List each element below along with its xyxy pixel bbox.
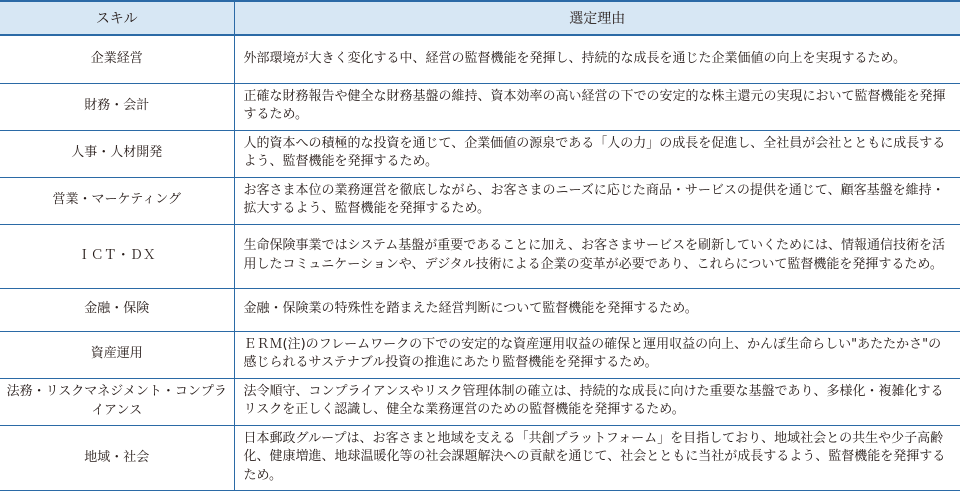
skill-cell: 地域・社会 xyxy=(0,425,234,491)
table-row xyxy=(0,288,960,331)
skill-cell: 資産運用 xyxy=(0,331,234,378)
header-row xyxy=(0,1,960,35)
table-row xyxy=(0,378,960,425)
table-row xyxy=(0,83,960,130)
skill-cell: 人事・人材開発 xyxy=(0,130,234,177)
skill-cell: 金融・保険 xyxy=(0,288,234,331)
table-row xyxy=(0,177,960,224)
skill-cell: 財務・会計 xyxy=(0,83,234,130)
skill-cell: ＩＣＴ・ＤＸ xyxy=(0,224,234,288)
table-row xyxy=(0,35,960,83)
reason-cell: 日本郵政グループは、お客さまと地域を支える「共創プラットフォーム」を目指しており、地域社会との共生や少子高齢化、健康増進、地球温暖化等の社会課題解決への貢献を通じて、社会とともに当社が成長するよう、監督機能を発揮するため。 xyxy=(234,425,960,491)
reason-cell: 正確な財務報告や健全な財務基盤の維持、資本効率の高い経営の下での安定的な株主還元の実現において監督機能を発揮するため。 xyxy=(234,83,960,130)
skill-cell: 法務・リスクマネジメント・コンプライアンス xyxy=(0,378,234,425)
table-row xyxy=(0,224,960,288)
table-row xyxy=(0,331,960,378)
reason-cell: お客さま本位の業務運営を徹底しながら、お客さまのニーズに応じた商品・サービスの提供を通じて、顧客基盤を維持・拡大するよう、監督機能を発揮するため。 xyxy=(234,177,960,224)
reason-cell: 人的資本への積極的な投資を通じて、企業価値の源泉である「人の力」の成長を促進し、全社員が会社とともに成長するよう、監督機能を発揮するため。 xyxy=(234,130,960,177)
header-skill: スキル xyxy=(0,1,234,35)
reason-cell: 金融・保険業の特殊性を踏まえた経営判断について監督機能を発揮するため。 xyxy=(234,288,960,331)
reason-cell: ＥＲＭ(注)のフレームワークの下での安定的な資産運用収益の確保と運用収益の向上、かんぽ生命らしい"あたたかさ"の感じられるサステナブル投資の推進にあたり監督機能を発揮するため。 xyxy=(234,331,960,378)
skill-cell: 企業経営 xyxy=(0,35,234,83)
reason-cell: 生命保険事業ではシステム基盤が重要であることに加え、お客さまサービスを刷新していくためには、情報通信技術を活用したコミュニケーションや、デジタル技術による企業の変革が必要であり、これらについて監督機能を発揮するため。 xyxy=(234,224,960,288)
reason-cell: 外部環境が大きく変化する中、経営の監督機能を発揮し、持続的な成長を通じた企業価値の向上を実現するため。 xyxy=(234,35,960,83)
reason-cell: 法令順守、コンプライアンスやリスク管理体制の確立は、持続的な成長に向けた重要な基盤であり、多様化・複雑化するリスクを正しく認識し、健全な業務運営のための監督機能を発揮するため。 xyxy=(234,378,960,425)
header-reason: 選定理由 xyxy=(234,1,960,35)
table-row xyxy=(0,425,960,491)
skill-cell: 営業・マーケティング xyxy=(0,177,234,224)
table-row xyxy=(0,130,960,177)
